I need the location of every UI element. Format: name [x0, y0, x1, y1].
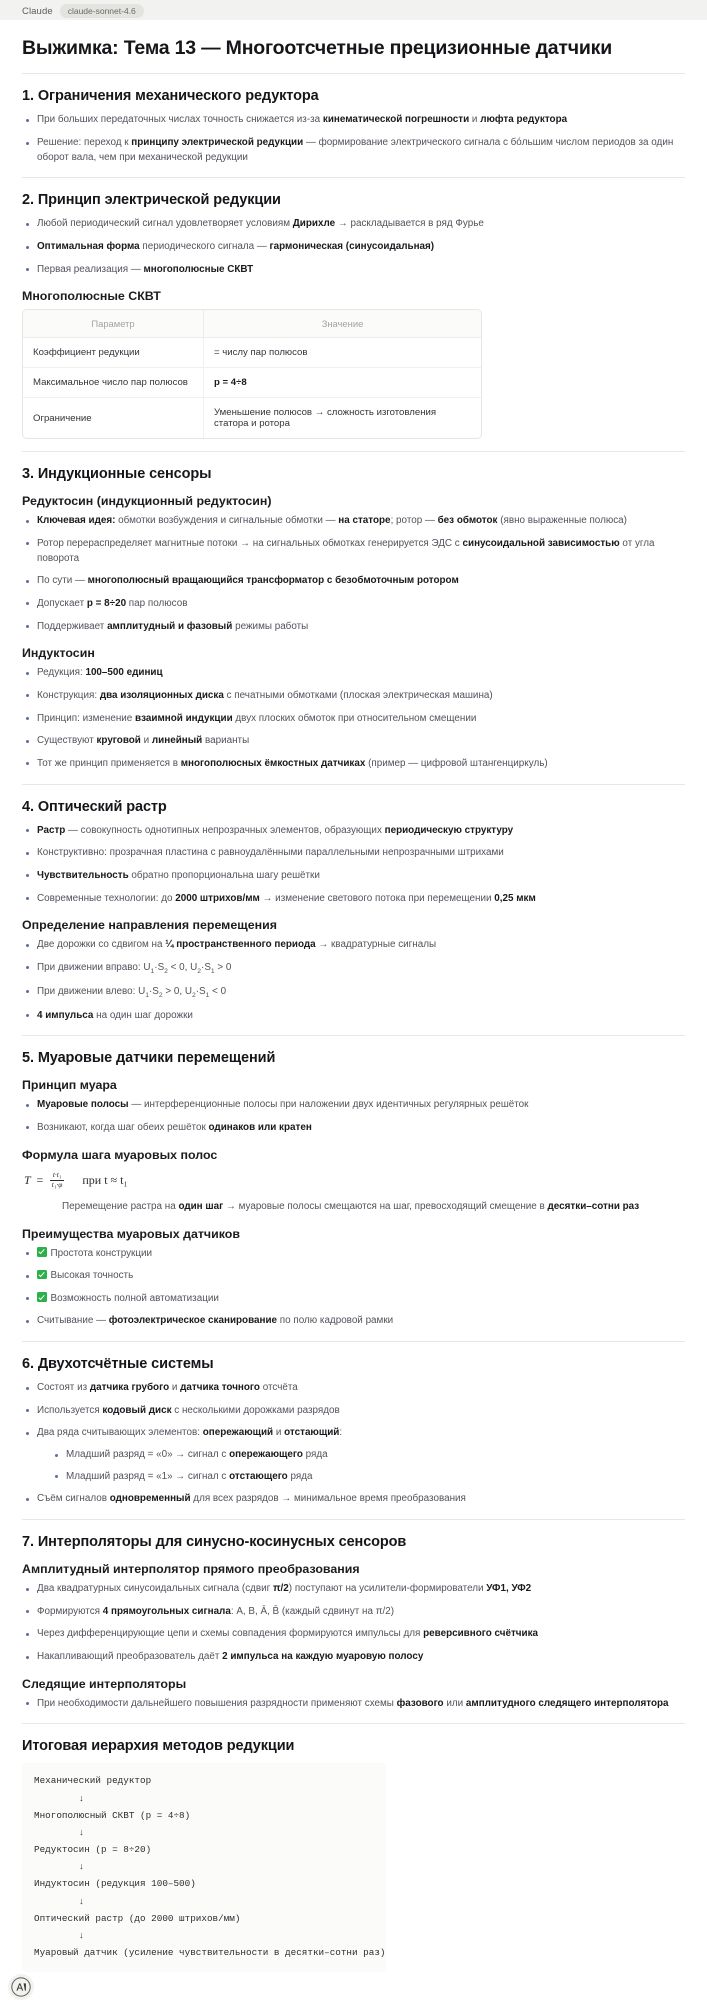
formula-fraction — [50, 1171, 65, 1190]
list-item: Чувствительность обратно пропорциональна шагу решётки — [22, 869, 685, 884]
list-item: Младший разряд = «0» → сигнал с опережающего ряда — [51, 1448, 685, 1463]
list-item: Редукция: 100–500 единиц — [22, 666, 685, 681]
document-body — [0, 20, 707, 2012]
section-4-bullets — [22, 824, 685, 907]
subheading-tracking-interpolators: Следящие интерполяторы — [22, 1676, 187, 1691]
section-heading-7: 7. Интерполяторы для синусно-косинусных сенсоров — [22, 1534, 407, 1551]
table-body — [23, 338, 481, 438]
list-item: Современные технологии: до 2000 штрихов/мм → изменение светового потока при перемещении 0,25 мкм — [22, 892, 685, 907]
subheading-reduktosin: Редуктосин (индукционный редуктосин) — [22, 494, 272, 509]
table-cell: = числу пар полюсов — [204, 338, 481, 368]
list-item: Возможность полной автоматизации — [22, 1292, 685, 1307]
moire-formula — [24, 1171, 685, 1190]
table-cell: p = 4÷8 — [204, 368, 481, 398]
list-item: Ротор перераспределяет магнитные потоки → на сигнальных обмотках генерируется ЭДС с синусоидальной зависимостью от угла поворота — [22, 537, 685, 566]
table-row — [23, 368, 481, 398]
section-divider-2 — [22, 451, 685, 452]
table-cell: Максимальное число пар полюсов — [23, 368, 204, 398]
tracking-interpolators-bullets — [22, 1697, 685, 1712]
moire-principle-bullets — [22, 1098, 685, 1135]
table-col-parameter: Параметр — [23, 310, 204, 338]
list-item: Через дифференцирующие цепи и схемы совпадения формируются импульсы для реверсивного счётчика — [22, 1627, 685, 1642]
list-item — [22, 1426, 685, 1484]
subheading-skvt: Многополюсные СКВТ — [22, 289, 161, 304]
table-cell: Коэффициент редукции — [23, 338, 204, 368]
app-topbar — [0, 0, 707, 20]
subheading-amplitude-interpolator: Амплитудный интерполятор прямого преобразования — [22, 1562, 360, 1577]
formula-condition: при t ≈ t₁ — [82, 1172, 128, 1187]
list-item: Любой периодический сигнал удовлетворяет условиям Дирихле → раскладывается в ряд Фурье — [22, 217, 685, 232]
formula-lhs: T — [24, 1172, 31, 1187]
subheading-direction: Определение направления перемещения — [22, 918, 277, 933]
list-item: Состоят из датчика грубого и датчика точного отсчёта — [22, 1381, 685, 1396]
formula-equals: = — [35, 1172, 44, 1187]
section-divider-7 — [22, 1723, 685, 1724]
section-divider-1 — [22, 177, 685, 178]
induktosin-bullets — [22, 666, 685, 771]
list-item: При больших передаточных числах точность снижается из-за кинематической погрешности и люфта редуктора — [22, 113, 685, 128]
summary-heading: Итоговая иерархия методов редукции — [22, 1738, 295, 1755]
list-item: Первая реализация — многополюсные СКВТ — [22, 263, 685, 278]
anthropic-logo-icon — [8, 1974, 34, 2000]
formula-numerator: t·t₁ — [50, 1171, 65, 1181]
list-item: Принцип: изменение взаимной индукции двух плоских обмоток при относительном смещении — [22, 712, 685, 727]
subheading-moire-principle: Принцип муара — [22, 1078, 117, 1093]
list-item: Поддерживает амплитудный и фазовый режимы работы — [22, 620, 685, 635]
list-item: При движении вправо: $U_1\cdot S_2 < 0$, $U_2\cdot S_1 > 0$ — [22, 961, 685, 977]
list-item: Используется кодовый диск с несколькими дорожками разрядов — [22, 1404, 685, 1419]
list-item: Два квадратурных синусоидальных сигнала (сдвиг π/2) поступают на усилители-формирователи УФ1, УФ2 — [22, 1582, 685, 1597]
section-heading-5: 5. Муаровые датчики перемещений — [22, 1050, 276, 1067]
subheading-moire-formula: Формула шага муаровых полос — [22, 1147, 218, 1162]
section-heading-6: 6. Двухотсчётные системы — [22, 1356, 214, 1373]
list-item: Муаровые полосы — интерференционные полосы при наложении двух идентичных регулярных решёток — [22, 1098, 685, 1113]
section-divider-4 — [22, 1035, 685, 1036]
list-item: Младший разряд = «1» → сигнал с отстающего ряда — [51, 1470, 685, 1485]
list-item: Допускает p = 8÷20 пар полюсов — [22, 597, 685, 612]
moire-advantages-bullets — [22, 1247, 685, 1330]
direction-bullets — [22, 938, 685, 1023]
section-divider-5 — [22, 1341, 685, 1342]
subheading-induktosin: Индуктосин — [22, 646, 95, 661]
list-item: При необходимости дальнейшего повышения разрядности применяют схемы фазового или амплитудного следящего интерполятора — [22, 1697, 685, 1712]
table-row — [23, 398, 481, 438]
list-item: При движении влево: $U_1\cdot S_2 > 0$, $U_2\cdot S_1 < 0$ — [22, 985, 685, 1001]
list-item: Решение: переход к принципу электрической редукции — формирование электрического сигнала с бóльшим числом периодов за один оборот вала, чем при механической редукции — [22, 136, 685, 165]
list-item: Конструкция: два изоляционных диска с печатными обмотками (плоская электрическая машина) — [22, 689, 685, 704]
list-item: Существуют круговой и линейный варианты — [22, 734, 685, 749]
section-heading-2: 2. Принцип электрической редукции — [22, 192, 281, 209]
list-item: Конструктивно: прозрачная пластина с равноудалёнными параллельными непрозрачными штрихами — [22, 846, 685, 861]
model-badge[interactable]: claude-sonnet-4.6 — [60, 4, 144, 18]
list-item: 4 импульса на один шаг дорожки — [22, 1009, 685, 1024]
list-item: Съём сигналов одновременный для всех разрядов → минимальное время преобразования — [22, 1492, 685, 1507]
section-divider-3 — [22, 784, 685, 785]
table-header-row — [23, 310, 481, 338]
table-cell: Уменьшение полюсов → сложность изготовления статора и ротора — [214, 407, 437, 430]
list-item: Тот же принцип применяется в многополюсных ёмкостных датчиках (пример — цифровой штангенциркуль) — [22, 757, 685, 772]
section-6-nested-bullets — [51, 1448, 685, 1484]
amplitude-interpolator-bullets — [22, 1582, 685, 1665]
list-item: Высокая точность — [22, 1269, 685, 1284]
list-item: Возникают, когда шаг обеих решёток одинаков или кратен — [22, 1121, 685, 1136]
list-item: Ключевая идея: обмотки возбуждения и сигнальные обмотки — на статоре; ротор — без обмоток (явно выраженные полюса) — [22, 514, 685, 529]
table-cell: Ограничение — [23, 398, 204, 438]
section-heading-1: 1. Ограничения механического редуктора — [22, 88, 319, 105]
section-2-bullets — [22, 217, 685, 277]
list-item: Накапливающий преобразователь даёт 2 импульса на каждую муаровую полосу — [22, 1650, 685, 1665]
section-heading-3: 3. Индукционные сенсоры — [22, 466, 212, 483]
list-item: Простота конструкции — [22, 1247, 685, 1262]
list-item: Считывание — фотоэлектрическое сканирование по полю кадровой рамки — [22, 1314, 685, 1329]
list-item: Формируются 4 прямоугольных сигнала: A, B, Ā, B̄ (каждый сдвинут на π/2) — [22, 1605, 685, 1620]
list-item-text: Два ряда считывающих элементов: опережающий и отстающий: — [37, 1427, 343, 1439]
list-item: Растр — совокупность однотипных непрозрачных элементов, образующих периодическую структуру — [22, 824, 685, 839]
section-6-bullets — [22, 1381, 685, 1507]
list-item: По сути — многополюсный вращающийся трансформатор с безобмоточным ротором — [22, 574, 685, 589]
table-row — [23, 338, 481, 368]
moire-note: Перемещение растра на один шаг → муаровые полосы смещаются на шаг, превосходящий смещение в десятки–сотни раз — [62, 1200, 640, 1212]
brand-label: Claude — [22, 5, 53, 17]
title-divider — [22, 73, 685, 74]
list-item: Оптимальная форма периодического сигнала — гармоническая (синусоидальная) — [22, 240, 685, 255]
section-heading-4: 4. Оптический растр — [22, 798, 167, 815]
section-divider-6 — [22, 1519, 685, 1520]
skvt-table — [22, 309, 482, 439]
formula-denominator: t₁·φ — [51, 1180, 63, 1190]
reduktosin-bullets — [22, 514, 685, 634]
page-title: Выжимка: Тема 13 — Многоотсчетные прецизионные датчики — [22, 37, 612, 59]
list-item: Две дорожки со сдвигом на ¼ пространственного периода → квадратурные сигналы — [22, 938, 685, 953]
subheading-moire-advantages: Преимущества муаровых датчиков — [22, 1226, 240, 1241]
table-col-value: Значение — [204, 310, 481, 338]
section-1-bullets — [22, 113, 685, 165]
reduction-hierarchy-code: Механический редуктор ↓ Многополюсный СКВТ (p = 4÷8) ↓ Редуктосин (p = 8÷20) ↓ Индуктосин (редукция 100–500) ↓ Оптический растр (до 2000 штрихов/мм) ↓ Муаровый датчик (усиление чувствительности в десятки–сотни раз) — [22, 1763, 386, 1972]
